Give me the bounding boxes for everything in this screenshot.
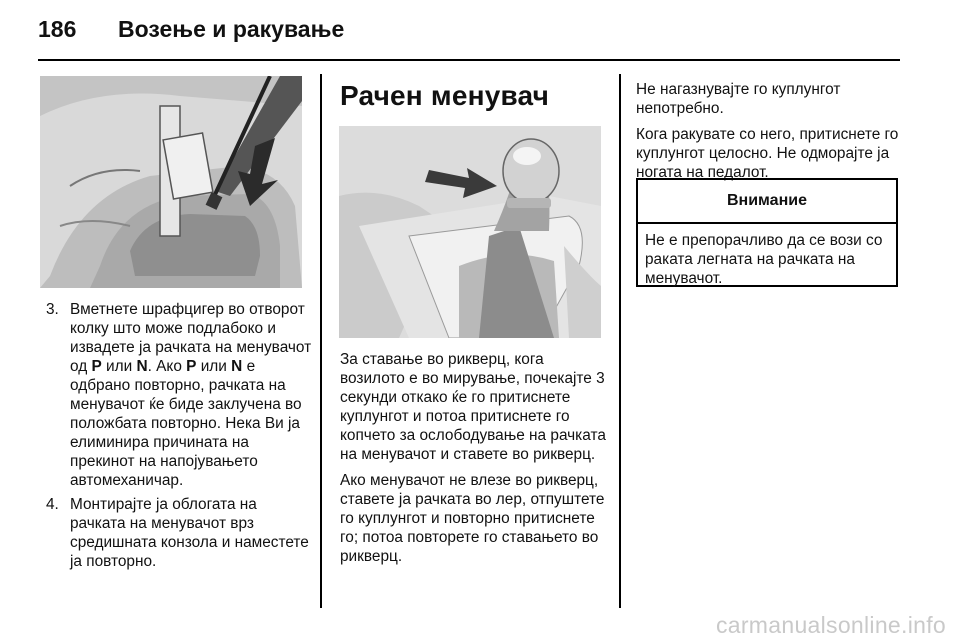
shift-lock-release-drawing <box>40 76 302 288</box>
right-column-text <box>636 80 906 189</box>
middle-column-text <box>340 350 608 573</box>
shift-lock-release-illustration <box>40 76 302 288</box>
gear-p-label: P <box>91 358 102 375</box>
section-title: Возење и ракување <box>118 16 345 42</box>
caution-title: Внимание <box>638 180 896 224</box>
gear-n-label: N <box>231 358 243 375</box>
gear-knob-drawing <box>339 126 601 338</box>
gear-knob-illustration <box>339 126 601 338</box>
step-item <box>46 495 312 571</box>
step-text: . Ако <box>147 358 187 375</box>
column-divider-left <box>320 74 322 608</box>
step-text: или <box>101 358 137 375</box>
header-rule <box>38 59 900 61</box>
page-header <box>0 0 960 62</box>
manual-transmission-heading: Рачен менувач <box>340 80 550 111</box>
step-text: или <box>196 358 232 375</box>
gear-p-label: P <box>186 358 197 375</box>
caution-box <box>636 178 898 287</box>
caution-body: Не е препорачливо да се вози со раката легната на рачката на менувачот. <box>645 232 883 287</box>
gear-n-label: N <box>136 358 148 375</box>
paragraph: Кога ракувате со него, притиснете го куплунгот целосно. Не одморајте ја ногата на педалот. <box>636 126 899 181</box>
column-divider-right <box>619 74 621 608</box>
step-item <box>46 300 312 490</box>
left-column-text <box>46 300 312 576</box>
step-text: е одбрано повторно, рачката на менувачот ќе биде заклучена во положбата повторно. Нека Ви ја елиминира причината на прекинот на напојувањето автомеханичар. <box>70 358 302 489</box>
step-number: 3. <box>46 301 59 318</box>
watermark: carmanualsonline.info <box>715 612 946 638</box>
paragraph: Не нагазнувајте го куплунгот непотребно. <box>636 81 841 117</box>
paragraph: За ставање во рикверц, кога возилото е во мирување, почекајте 3 секунди откако ќе го притиснете куплунгот и потоа притиснете го копчето за ослободување на рачката на менувачот и ставете во рикверц. <box>340 351 606 463</box>
step-text: Вметнете шрафцигер во отворот колку што може подлабоко и извадете ја рачката на менувачот од <box>70 301 312 375</box>
instruction-steps <box>46 300 312 571</box>
step-text: Монтирајте ја облогата на рачката на менувачот врз средишната конзола и наместете ја повторно. <box>70 496 309 570</box>
step-number: 4. <box>46 496 59 513</box>
page-number: 186 <box>38 16 77 42</box>
paragraph: Ако менувачот не влезе во рикверц, ставете ја рачката во лер, отпуштете го куплунгот и повторно притиснете го; потоа повторете го ставањето во рикверц. <box>340 472 605 565</box>
